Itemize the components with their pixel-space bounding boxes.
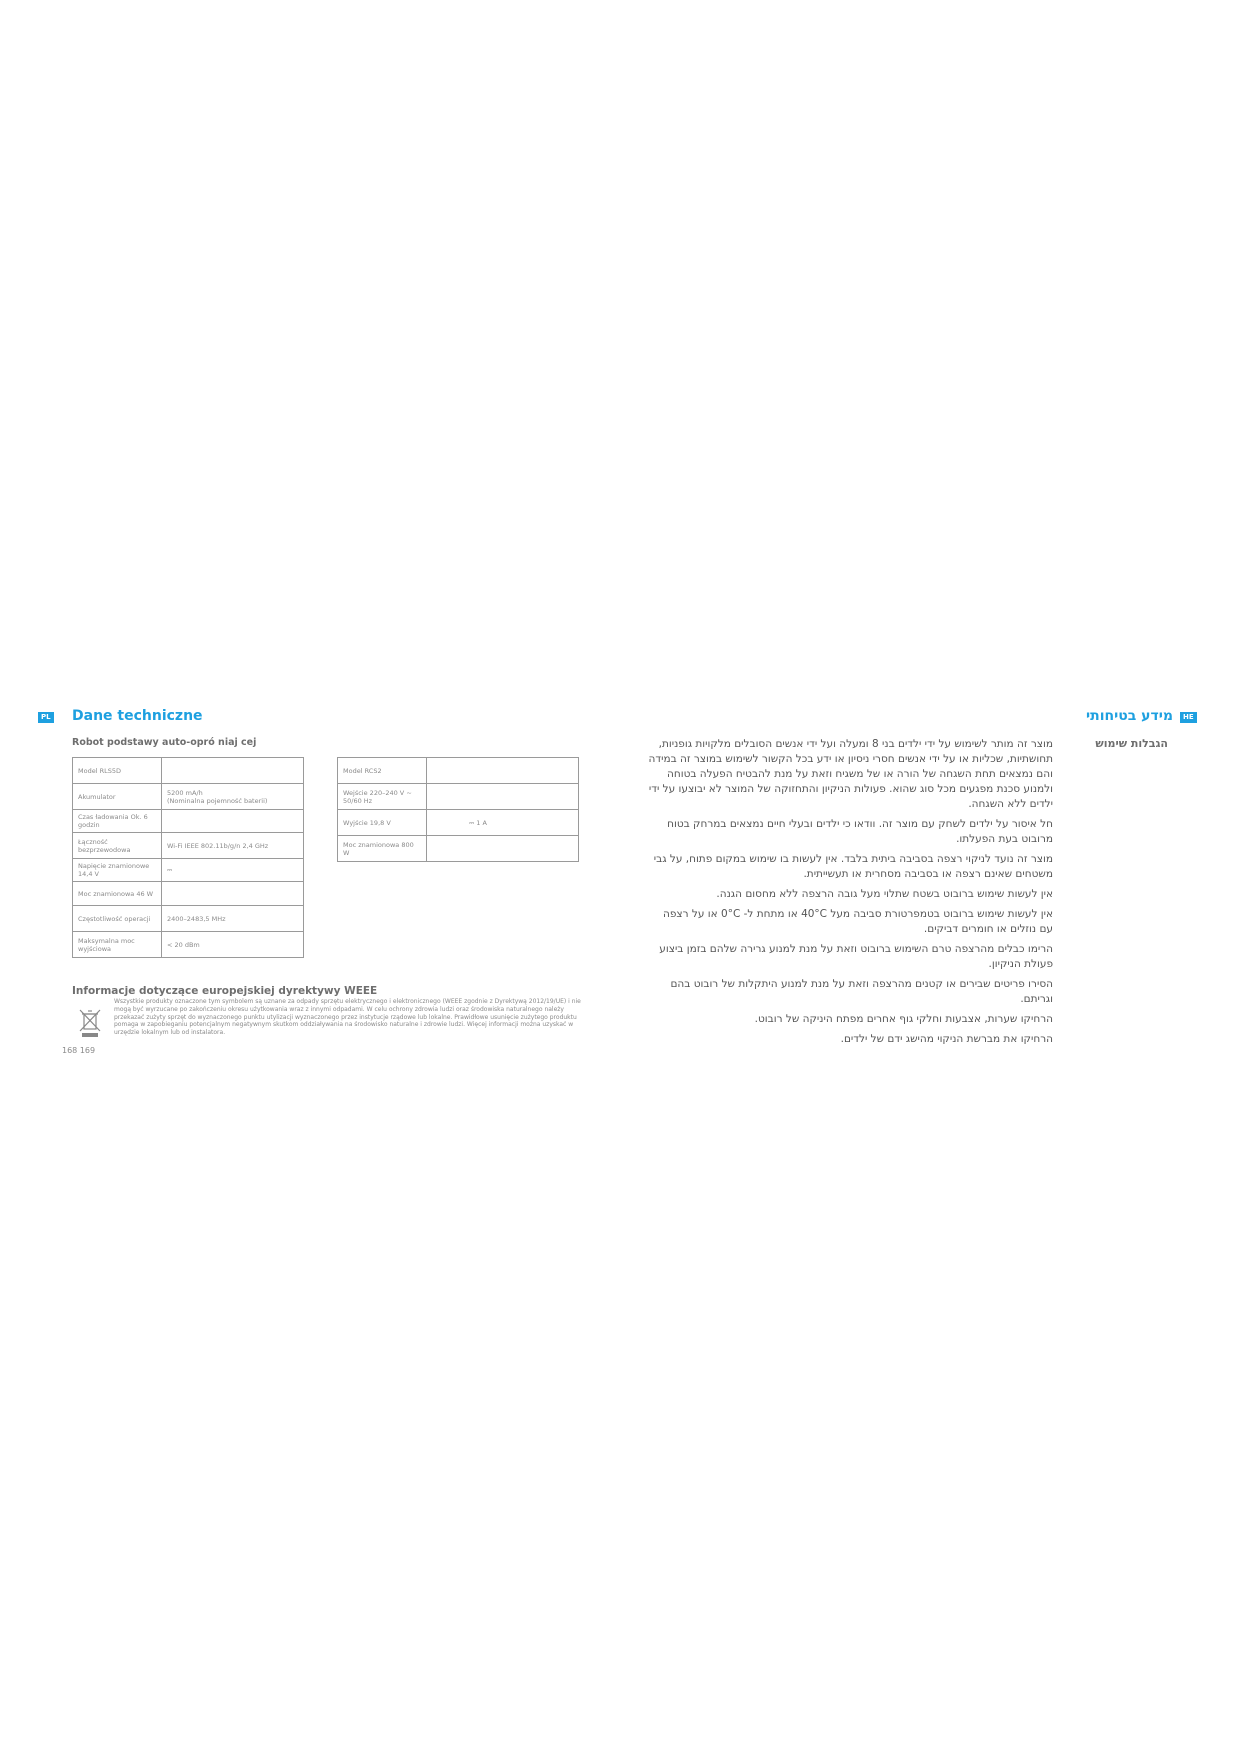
safety-paragraph: מוצר זה נועד לניקוי רצפה בסביבה ביתית בלבד. אין לעשות בו שימוש במקום פתוח, על גבי משטחים שאינם רצפה או בסביבה מסחרית או תעשייתית. [653, 853, 1053, 880]
crossed-out-bin-icon [78, 1008, 102, 1038]
safety-paragraph: אין לעשות שימוש ברובוט בטמפרטורת סביבה מעל 40°C או מתחת ל- 0°C או על רצפה עם נוזלים או חומרים דביקים. [663, 908, 1053, 935]
spec-value [162, 810, 304, 833]
table-row [73, 784, 304, 810]
spec-label: Model RCS2 [338, 758, 427, 784]
table-row [73, 859, 304, 882]
safety-paragraph: הרימו כבלים מהרצפה טרם השימוש ברובוט וזאת על מנת למנוע גרירה שלהם בזמן ביצוע פעולת הניקיון. [659, 943, 1053, 970]
spec-label: Częstotliwość operacji [73, 906, 162, 932]
table-row [338, 836, 579, 862]
weee-heading: Informacje dotyczące europejskiej dyrektywy WEEE [72, 985, 378, 997]
robot-spec-table [72, 757, 304, 958]
spec-value-main: 5200 mA/h [167, 788, 203, 797]
safety-paragraph: חל איסור על ילדים לשחק עם מוצר זה. וודאו כי ילדים ובעלי חיים נמצאים במרחק בטוח מרובוט בעת הפעלתו. [667, 818, 1053, 845]
spec-label: Moc znamionowa 800 W [338, 836, 427, 862]
spec-value: < 20 dBm [162, 932, 304, 958]
spec-label: Moc znamionowa 46 W [73, 882, 162, 906]
page-numbers: 168 169 [62, 1046, 96, 1055]
table-row [73, 906, 304, 932]
spec-value: ⎓ 1 A [427, 810, 579, 836]
spec-label: Łączność bezprzewodowa [73, 833, 162, 859]
safety-paragraph: אין לעשות שימוש ברובוט בשטח שתלוי מעל גובה הרצפה ללא מחסום הגנה. [716, 888, 1053, 900]
spec-label: Model RLS5D [73, 758, 162, 784]
product-subtitle: Robot podstawy auto-opró niaj cej [72, 737, 257, 748]
table-row [73, 932, 304, 958]
safety-paragraph: הרחיקו את מברשת הניקוי מהישג ידם של ילדים. [840, 1033, 1053, 1045]
spec-value [162, 784, 304, 810]
table-row [73, 810, 304, 833]
spec-label: Wejście 220–240 V ~ 50/60 Hz [338, 784, 427, 810]
spec-label: Wyjście 19,8 V [338, 810, 427, 836]
table-row [73, 833, 304, 859]
spec-label: Akumulator [73, 784, 162, 810]
spec-value [162, 758, 304, 784]
spec-value [427, 836, 579, 862]
spec-value [427, 758, 579, 784]
spec-value: 2400–2483,5 MHz [162, 906, 304, 932]
spec-value [162, 882, 304, 906]
spec-label: Czas ładowania Ok. 6 godzin [73, 810, 162, 833]
table-row [73, 882, 304, 906]
table-row [338, 784, 579, 810]
table-row [73, 758, 304, 784]
language-tag-pl: PL [38, 712, 54, 723]
spec-label: Napięcie znamionowe 14,4 V [73, 859, 162, 882]
spec-value: ⎓ [162, 859, 304, 882]
page-title: Dane techniczne [72, 708, 203, 724]
spec-value [427, 784, 579, 810]
safety-paragraph: הסירו פריטים שבירים או קטנים מהרצפה וזאת על מנת למנוע היתקלות של רובוט בהם וגריתם. [670, 978, 1053, 1005]
table-row [338, 810, 579, 836]
dock-spec-table [337, 757, 579, 862]
language-tag-he: HE [1180, 712, 1197, 723]
spec-value: Wi-Fi IEEE 802.11b/g/n 2,4 GHz [162, 833, 304, 859]
spec-label: Maksymalna moc wyjściowa [73, 932, 162, 958]
safety-text-he [648, 737, 1053, 1052]
table-row [338, 758, 579, 784]
safety-paragraph: מוצר זה מותר לשימוש על ידי ילדים בני 8 ומעלה ועל ידי אנשים הסובלים מלקויות גופניות, תחושתיות, שכליות או על ידי אנשים חסרי ניסיון או ידע בכל הקשור לשימוש במוצר זה במידה והם נמצאים תחת השגחה של הורה או של משגיח וזאת על מנת להבטיח הפעלה בטוחה ולמנוע סכנת מפגעים מכל סוג שהוא. פעולות הניקיון והתחזוקה של המוצר לא יבוצעו על ידי ילדים ללא השגחה. [648, 738, 1053, 810]
spec-value-note: (Nominalna pojemność baterii) [167, 796, 268, 805]
weee-description: Wszystkie produkty oznaczone tym symbolem są uznane za odpady sprzętu elektrycznego i elektronicznego (WEEE zgodnie z Dyrektywą 2012/19/UE) i nie mogą być wyrzucane po zakończeniu okresu użytkowania wraz z innymi odpadami. W celu ochrony zdrowia ludzi oraz środowiska naturalnego należy przekazać zużyty sprzęt do wyznaczonego punktu utylizacji wyznaczonego przez instytucje rządowe lub lokalne. Prawidłowe usunięcie zużytego produktu pomaga w zapobieganiu potencjalnym negatywnym skutkom oddziaływania na środowisko naturalne i zdrowie ludzi. Więcej informacji można uzyskać w urzędzie lokalnym lub od instalatora. [114, 998, 581, 1037]
section-subtitle-he: הגבלות שימוש [1095, 737, 1168, 750]
page-title-he: מידע בטיחותי [1086, 708, 1173, 724]
safety-paragraph: הרחיקו שערות, אצבעות וחלקי גוף אחרים מפתח היניקה של רובוט. [754, 1013, 1053, 1025]
